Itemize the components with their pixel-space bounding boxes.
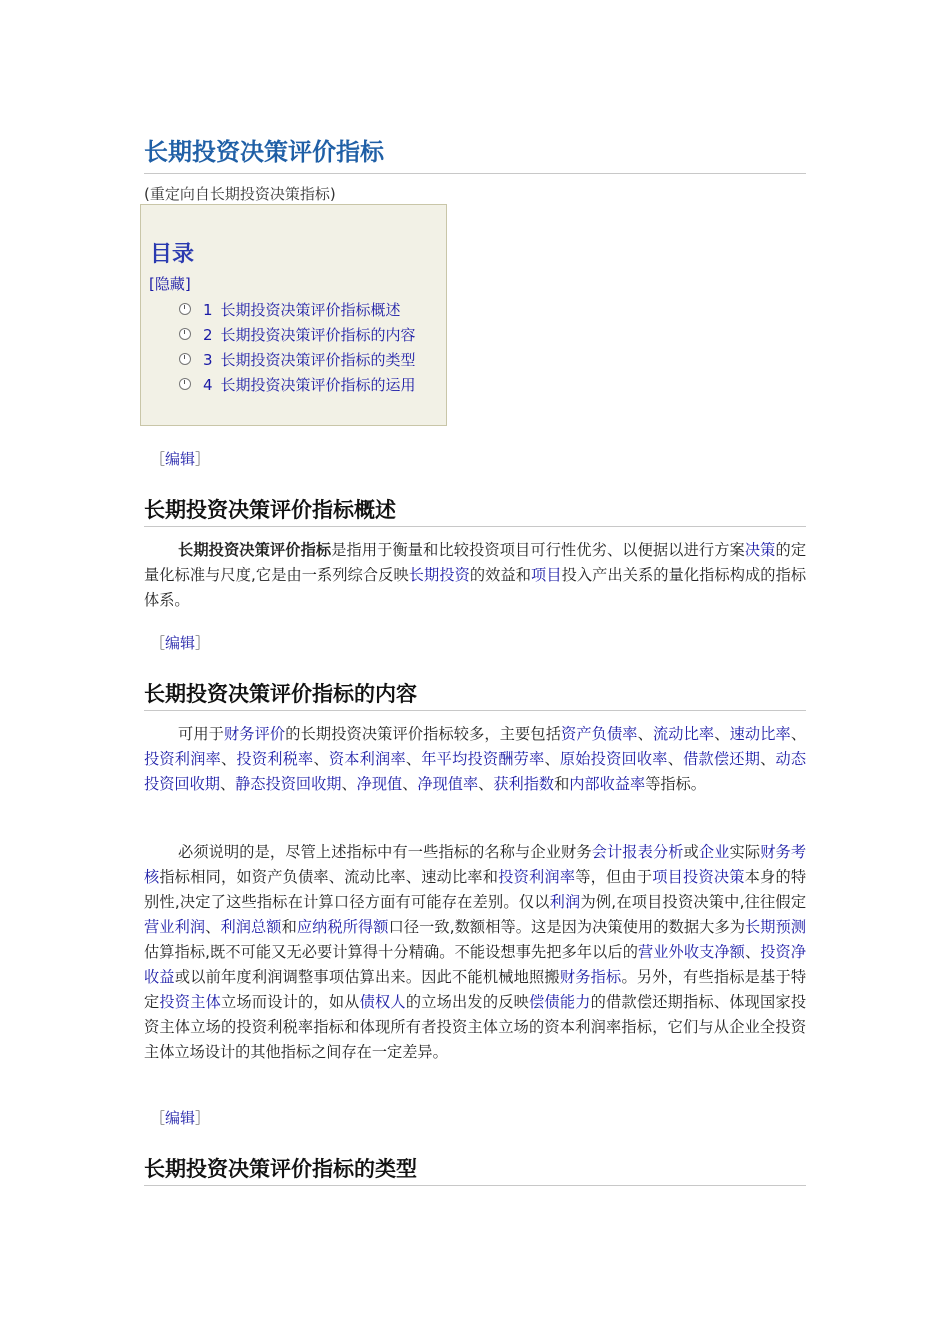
toc-item-label[interactable]: 长期投资决策评价指标的内容 <box>220 326 416 344</box>
inline-link[interactable]: 利润 <box>549 893 581 911</box>
inline-link[interactable]: 营业外收支净额 <box>637 943 745 961</box>
inline-link[interactable]: 投资主体 <box>159 993 222 1011</box>
toc-item-1[interactable] <box>179 298 416 323</box>
paragraph-text: 必须说明的是，尽管上述指标中有一些指标的名称与企业财务 <box>178 843 592 861</box>
paragraph-text: 或以前年度利润调整事项估算出来。因此不能机械地照搬 <box>174 968 560 986</box>
toc-item-label[interactable]: 长期投资决策评价指标概述 <box>220 301 401 319</box>
inline-link[interactable]: 财务指标 <box>559 968 622 986</box>
toc-item-number[interactable]: 2 <box>203 326 213 344</box>
inline-link[interactable]: 决策 <box>744 541 776 559</box>
toc-item-number[interactable]: 1 <box>203 301 213 319</box>
paragraph-text: 、 <box>544 750 560 768</box>
inline-link[interactable]: 原始投资回收率 <box>559 750 668 768</box>
paragraph-text: 、 <box>478 775 494 793</box>
paragraph-text: 口径一致,数额相等。这是因为决策使用的数据大多为 <box>388 918 746 936</box>
paragraph-text: 为例,在项目投资决策中,往往假定 <box>580 893 807 911</box>
inline-link[interactable]: 偿债能力 <box>529 993 591 1011</box>
inline-link[interactable]: 净现值率 <box>417 775 479 793</box>
paragraph-text: 、 <box>790 725 807 743</box>
toc-item-3[interactable] <box>179 348 416 373</box>
paragraph-text: 的定量化标准与尺度,它是由一系列综合反映 <box>144 541 807 584</box>
edit-section-link: ［编辑］ <box>150 1109 211 1127</box>
paragraph-text: 的长期投资决策评价指标较多，主要包括 <box>285 725 562 743</box>
paragraph-note <box>144 840 806 1065</box>
paragraph-text: 、 <box>667 750 684 768</box>
paragraph-text: 实际 <box>729 843 761 861</box>
paragraph-text: 的效益和 <box>469 566 532 584</box>
inline-link[interactable]: 债权人 <box>359 993 406 1011</box>
paragraph-text: 、 <box>405 750 422 768</box>
paragraph-text: 。另外，有些指标是基于特定 <box>144 968 807 1011</box>
clock-icon <box>179 353 191 365</box>
inline-link[interactable]: 投资利税率 <box>236 750 314 768</box>
paragraph-text: 等，但由于 <box>575 868 653 886</box>
paragraph-text: 本身的特别性,决定了这些指标在计算口径方面有可能存在差别。仅以 <box>144 868 807 911</box>
inline-link[interactable]: 投资净收益 <box>144 943 807 986</box>
paragraph-text: 的立场出发的反映 <box>405 993 530 1011</box>
inline-link[interactable]: 财务评价 <box>223 725 286 743</box>
paragraph-text: 、 <box>714 725 730 743</box>
paragraph-text: 和 <box>281 918 297 936</box>
edit-section-link: ［编辑］ <box>150 450 211 468</box>
toc-item-label[interactable]: 长期投资决策评价指标的运用 <box>220 376 416 394</box>
paragraph-text: 估算指标,既不可能又无必要计算得十分精确。不能设想事先把多年以后的 <box>144 943 638 961</box>
paragraph-text: 、 <box>744 943 761 961</box>
inline-link[interactable]: 财务考核 <box>144 843 807 886</box>
inline-link[interactable]: 营业利润 <box>144 918 206 936</box>
inline-link[interactable]: 年平均投资酬劳率 <box>421 750 545 768</box>
section-heading-overview: 长期投资决策评价指标概述 <box>144 494 806 527</box>
clock-icon <box>179 328 191 340</box>
inline-link[interactable]: 项目投资决策 <box>652 868 745 886</box>
toc-heading: 目录 <box>150 242 195 267</box>
paragraph-text: 的借款偿还期指标、体现国家投资主体立场的投资利税率指标和体现所有者投资主体立场的资本利润率指标，它们与从企业全投资主体立场设计的其他指标之间存在一定差异。 <box>144 993 807 1061</box>
paragraph-text: 、 <box>341 775 357 793</box>
toc-hide-link[interactable]: [隐藏] <box>149 275 191 293</box>
paragraph-text: 和 <box>554 775 570 793</box>
inline-link[interactable]: 投资利润率 <box>144 750 222 768</box>
edit-link[interactable]: 编辑 <box>165 1109 196 1127</box>
inline-link[interactable]: 借款偿还期 <box>683 750 761 768</box>
inline-link[interactable]: 应纳税所得额 <box>296 918 389 936</box>
toc-item-number[interactable]: 3 <box>203 351 213 369</box>
inline-link[interactable]: 长期预测 <box>745 918 807 936</box>
inline-link[interactable]: 长期投资 <box>408 566 470 584</box>
clock-icon <box>179 378 191 390</box>
paragraph-content <box>144 722 806 797</box>
inline-link[interactable]: 会计报表分析 <box>591 843 684 861</box>
inline-link[interactable]: 获利指数 <box>493 775 555 793</box>
paragraph-text: 、 <box>760 750 776 768</box>
toc-item-4[interactable] <box>179 373 416 398</box>
table-of-contents <box>140 204 447 426</box>
edit-link[interactable]: 编辑 <box>165 450 196 468</box>
inline-link[interactable]: 流动比率 <box>652 725 715 743</box>
inline-link[interactable]: 资本利润率 <box>328 750 406 768</box>
clock-icon <box>179 303 191 315</box>
paragraph-text: 、 <box>221 750 237 768</box>
paragraph-text: 指标相同，如资产负债率、流动比率、速动比率和 <box>159 868 499 886</box>
paragraph-text: 、 <box>313 750 329 768</box>
paragraph-text: 、 <box>637 725 653 743</box>
inline-link[interactable]: 速动比率 <box>729 725 791 743</box>
page-title: 长期投资决策评价指标 <box>144 132 806 174</box>
bold-term: 长期投资决策评价指标 <box>178 541 332 559</box>
section-heading-content: 长期投资决策评价指标的内容 <box>144 678 806 711</box>
paragraph-text: 、 <box>205 918 221 936</box>
paragraph-text: 等指标。 <box>645 775 706 793</box>
inline-link[interactable]: 内部收益率 <box>569 775 646 793</box>
toc-list <box>179 298 416 398</box>
inline-link[interactable]: 项目 <box>531 566 562 584</box>
toc-item-label[interactable]: 长期投资决策评价指标的类型 <box>220 351 416 369</box>
paragraph-overview <box>144 538 806 613</box>
paragraph-text: 可用于 <box>178 725 224 743</box>
paragraph-text: 或 <box>683 843 699 861</box>
section-heading-types: 长期投资决策评价指标的类型 <box>144 1153 806 1186</box>
edit-link[interactable]: 编辑 <box>165 634 196 652</box>
edit-section-link: ［编辑］ <box>150 634 211 652</box>
toc-item-number[interactable]: 4 <box>203 376 213 394</box>
redirect-note: (重定向自长期投资决策指标) <box>144 185 336 203</box>
inline-link[interactable]: 企业 <box>698 843 730 861</box>
inline-link[interactable]: 动态投资回收期 <box>144 750 807 793</box>
paragraph-text: 投入产出关系的量化指标构成的指标体系。 <box>144 566 807 609</box>
paragraph-text: 立场而设计的，如从 <box>221 993 360 1011</box>
paragraph-text: 、 <box>219 775 236 793</box>
paragraph-text: 是指用于衡量和比较投资项目可行性优劣、以便据以进行方案 <box>331 541 745 559</box>
toc-item-2[interactable] <box>179 323 416 348</box>
inline-link[interactable]: 静态投资回收期 <box>235 775 342 793</box>
inline-link[interactable]: 净现值 <box>356 775 403 793</box>
inline-link[interactable]: 资产负债率 <box>561 725 638 743</box>
paragraph-text: 、 <box>402 775 418 793</box>
inline-link[interactable]: 利润总额 <box>220 918 282 936</box>
inline-link[interactable]: 投资利润率 <box>498 868 576 886</box>
